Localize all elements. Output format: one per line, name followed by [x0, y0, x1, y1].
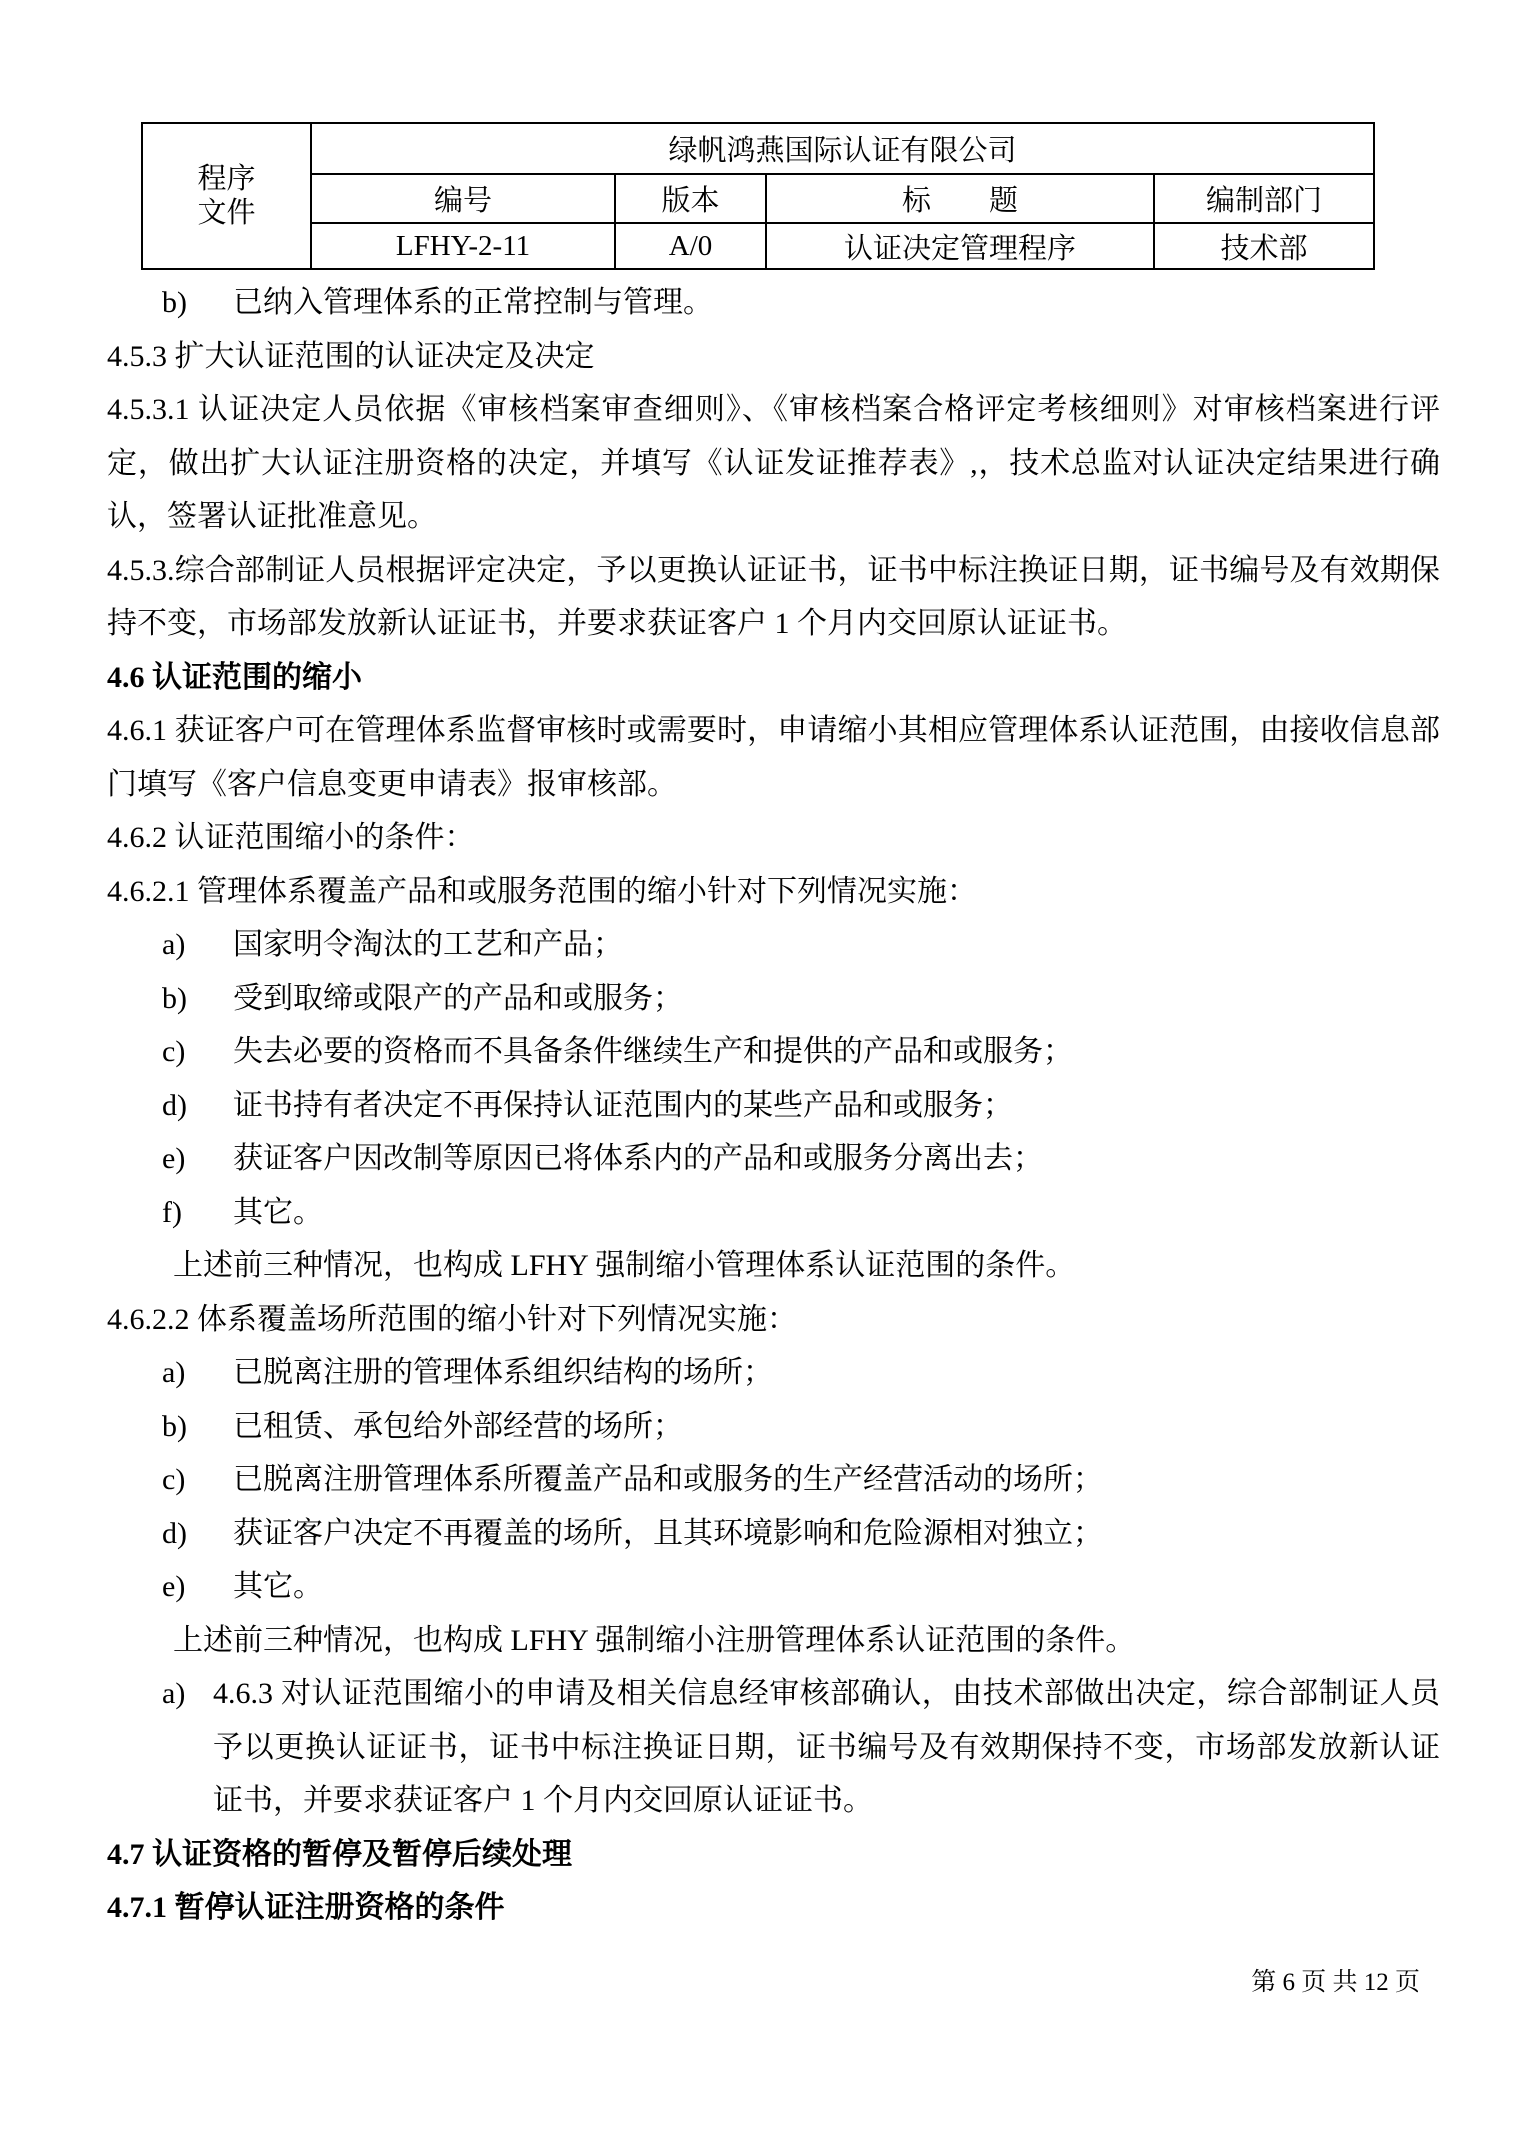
title-value-cell: 认证决定管理程序	[766, 223, 1154, 269]
code-value-cell: LFHY-2-11	[311, 223, 615, 269]
list-marker: d)	[162, 1516, 187, 1550]
list-item-text: 获证客户因改制等原因已将体系内的产品和或服务分离出去；	[233, 1142, 1043, 1175]
list-marker: a)	[162, 1356, 186, 1389]
list-marker: a)	[162, 928, 186, 961]
list-marker: b)	[162, 1409, 187, 1443]
section-heading-4-5-3: 4.5.3 扩大认证范围的认证决定及决定	[107, 339, 595, 373]
section-heading-4-7-1: 4.7.1 暂停认证注册资格的条件	[107, 1891, 505, 1924]
list-item-text: 已脱离注册管理体系所覆盖产品和或服务的生产经营活动的场所；	[233, 1463, 1103, 1496]
list-item	[107, 1079, 1440, 1133]
section-heading-4-6: 4.6 认证范围的缩小	[107, 660, 362, 694]
section-heading-4-6-2-1: 4.6.2.1 管理体系覆盖产品和或服务范围的缩小针对下列情况实施：	[107, 874, 977, 908]
list-item-text: 4.6.3 对认证范围缩小的申请及相关信息经审核部确认，由技术部做出决定，综合部制证人员予以更换认证证书，证书中标注换证日期，证书编号及有效期保持不变，市场部发放新认证证书，并要求获证客户 1 个月内交回原认证证书。	[213, 1677, 1440, 1817]
list-item	[107, 1400, 1440, 1454]
company-name-cell: 绿帆鸿燕国际认证有限公司	[311, 123, 1374, 174]
list-item	[107, 1025, 1440, 1079]
paragraph-4-6-1: 4.6.1 获证客户可在管理体系监督审核时或需要时，申请缩小其相应管理体系认证范围，由接收信息部门填写《客户信息变更申请表》报审核部。	[107, 714, 1440, 801]
list-item-text: 获证客户决定不再覆盖的场所，且其环境影响和危险源相对独立；	[233, 1516, 1103, 1550]
list-marker: b)	[162, 286, 187, 319]
section-heading-4-7: 4.7 认证资格的暂停及暂停后续处理	[107, 1837, 572, 1871]
list-item-text: 其它。	[233, 1195, 323, 1229]
list-item-text: 已纳入管理体系的正常控制与管理。	[233, 286, 713, 319]
list-item-text: 失去必要的资格而不具备条件继续生产和提供的产品和或服务；	[233, 1035, 1073, 1068]
dept-value-cell: 技术部	[1154, 223, 1374, 269]
list-marker: c)	[162, 1463, 186, 1496]
paragraph-4-5-3: 4.5.3.综合部制证人员根据评定决定，予以更换认证证书，证书中标注换证日期，证书编号及有效期保持不变，市场部发放新认证证书，并要求获证客户 1 个月内交回原认证证书。	[107, 553, 1440, 640]
version-label-cell: 版本	[615, 174, 766, 223]
list-item	[107, 1453, 1440, 1507]
list-item	[107, 1186, 1440, 1240]
list-marker: e)	[162, 1142, 186, 1175]
doc-type-line2: 文件	[197, 197, 256, 229]
list-item-text: 其它。	[233, 1570, 323, 1603]
title-label-cell: 标 题	[766, 174, 1154, 223]
paragraph-4-5-3-1: 4.5.3.1 认证决定人员依据《审核档案审查细则》、《审核档案合格评定考核细则》对审核档案进行评定，做出扩大认证注册资格的决定，并填写《认证发证推荐表》,，技术总监对认证决定结果进行确认，签署认证批准意见。	[107, 393, 1440, 533]
list-item	[107, 1507, 1440, 1561]
note-line: 上述前三种情况，也构成 LFHY 强制缩小注册管理体系认证范围的条件。	[173, 1623, 1136, 1657]
note-line: 上述前三种情况，也构成 LFHY 强制缩小管理体系认证范围的条件。	[173, 1249, 1076, 1282]
list-marker: a)	[162, 1677, 186, 1710]
list-marker: d)	[162, 1088, 187, 1122]
list-marker: b)	[162, 981, 187, 1015]
doc-type-cell	[142, 123, 311, 269]
list-item-text: 证书持有者决定不再保持认证范围内的某些产品和或服务；	[233, 1088, 1013, 1122]
list-item	[107, 918, 1440, 972]
code-label-cell: 编号	[311, 174, 615, 223]
list-marker: f)	[162, 1195, 182, 1229]
list-item	[107, 1560, 1440, 1614]
list-item-text: 已租赁、承包给外部经营的场所；	[233, 1409, 683, 1443]
page-number: 第 6 页 共 12 页	[1251, 1969, 1420, 1996]
section-heading-4-6-2: 4.6.2 认证范围缩小的条件：	[107, 821, 475, 854]
list-item-text: 已脱离注册的管理体系组织结构的场所；	[233, 1356, 773, 1389]
section-heading-4-6-2-2: 4.6.2.2 体系覆盖场所范围的缩小针对下列情况实施：	[107, 1302, 797, 1336]
doc-type-line1: 程序	[197, 163, 256, 195]
document-body	[107, 276, 1440, 1935]
list-marker: c)	[162, 1035, 186, 1068]
list-item	[107, 1346, 1440, 1400]
list-item	[107, 972, 1440, 1026]
dept-label-cell: 编制部门	[1154, 174, 1374, 223]
version-value-cell: A/0	[615, 223, 766, 269]
list-item	[107, 276, 1440, 330]
list-item	[107, 1132, 1440, 1186]
list-item-4-6-3	[107, 1667, 1440, 1828]
list-item-text: 受到取缔或限产的产品和或服务；	[233, 981, 683, 1015]
list-marker: e)	[162, 1570, 186, 1603]
list-item-text: 国家明令淘汰的工艺和产品；	[233, 928, 623, 961]
document-header-table	[141, 122, 1375, 270]
